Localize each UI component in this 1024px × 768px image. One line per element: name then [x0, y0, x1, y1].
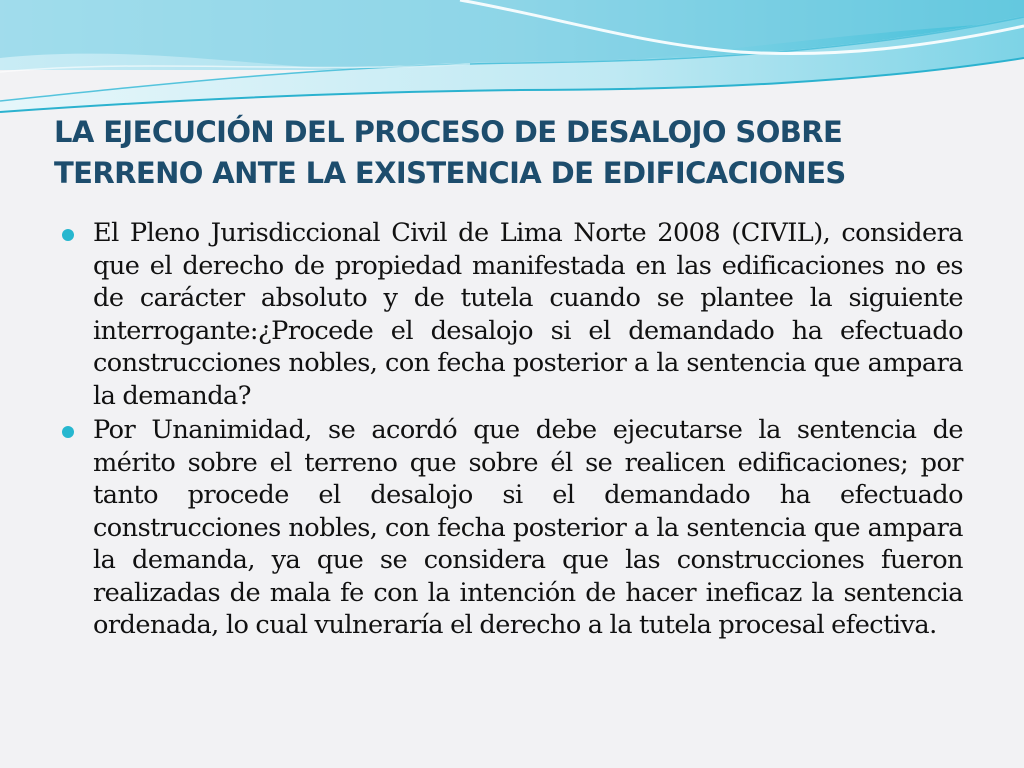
bullet-item — [60, 414, 963, 642]
bullet-list — [60, 217, 963, 644]
bullet-text: Por Unanimidad, se acordó que debe ejecutarse la sentencia de mérito sobre el terreno que sobre él se realicen edificaciones; por tanto procede el desalojo si el demandado ha efectuado construcciones nobles, con fecha posterior a la sentencia que ampara la demanda, ya que se considera que las construcciones fueron realizadas de mala fe con la intención de hacer ineficaz la sentencia ordenada, lo cual vulneraría el derecho a la tutela procesal efectiva. — [93, 415, 963, 640]
slide-title: LA EJECUCIÓN DEL PROCESO DE DESALOJO SOBRE TERRENO ANTE LA EXISTENCIA DE EDIFICACIONES — [54, 115, 846, 191]
bullet-dot-icon — [62, 426, 74, 438]
bullet-text: El Pleno Jurisdiccional Civil de Lima Norte 2008 (CIVIL), considera que el derecho de propiedad manifestada en las edificaciones no es de carácter absoluto y de tutela cuando se plantee la siguiente interrogante:¿Procede el desalojo si el demandado ha efectuado construcciones nobles, con fecha posterior a la sentencia que ampara la demanda? — [93, 218, 963, 411]
wave-header-decoration — [0, 0, 1024, 130]
bullet-dot-icon — [62, 229, 74, 241]
bullet-item — [60, 217, 963, 412]
